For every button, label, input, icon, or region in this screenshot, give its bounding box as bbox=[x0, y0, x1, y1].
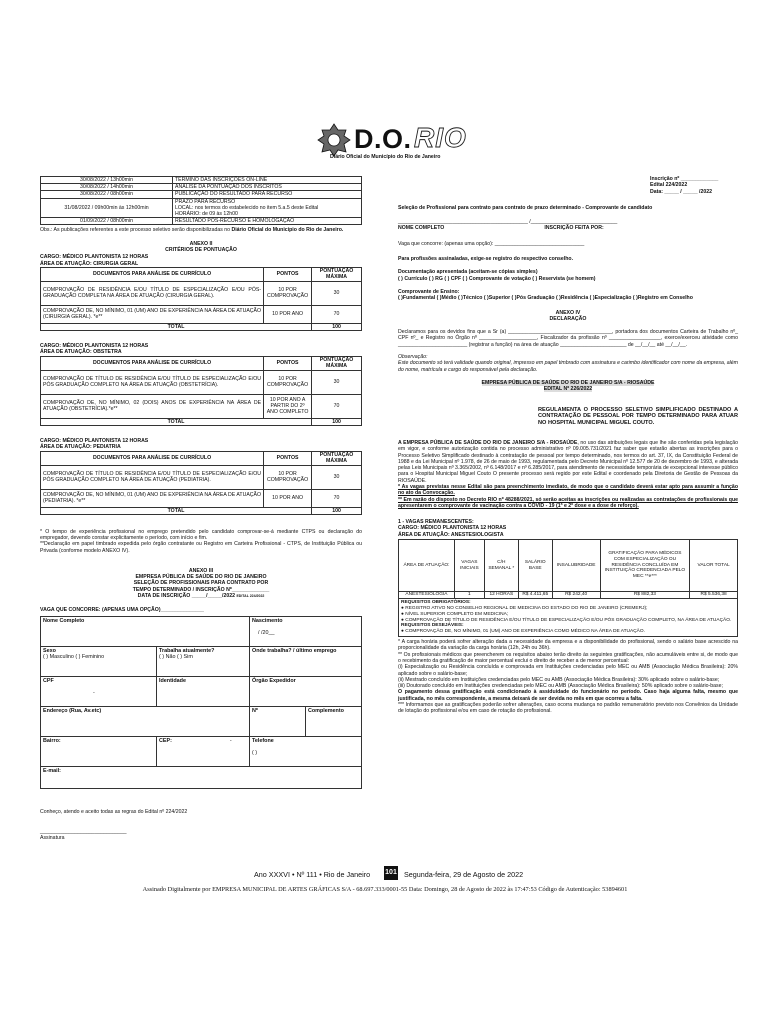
selecao-title: Seleção de Profissional para contrato para contrato de prazo determinado - Comprovante de candidato bbox=[398, 204, 653, 211]
regulamenta-text: REGULAMENTA O PROCESSO SELETIVO SIMPLIFICADO DESTINADO A CONTRATAÇÃO DE PESSOAL POR TEMPO DETERMINADO PARA ATUAR NO HOSPITAL MUNICIPAL MIGUEL COUTO. bbox=[538, 406, 738, 427]
criteria-header: DOCUMENTOS PARA ANÁLISE DE CURRÍCULO bbox=[41, 451, 264, 465]
criteria-document: COMPROVAÇÃO DE, NO MÍNIMO, 01 (UM) ANO DE EXPERIÊNCIA NA ÁREA DE ATUAÇÃO (CIRURGIA GERAL). *e** bbox=[41, 305, 264, 323]
criteria-row bbox=[41, 281, 362, 305]
criteria-block bbox=[40, 343, 362, 426]
criteria-total-row bbox=[41, 507, 362, 514]
masthead-title: D.O. bbox=[354, 124, 412, 154]
vagas-cargo: CARGO: MÉDICO PLANTONISTA 12 HORAS bbox=[398, 525, 507, 532]
intro-paragraph: A EMPRESA PÚBLICA DE SAÚDE DO RIO DE JANEIRO S/A - RIOSAÚDE, no uso das atribuições legais que lhe são conferidas pela legislação em vigor, e conforme autorização contida no processo administrativo nº 09.005.731/2021 faz saber que estarão abertas as inscrições para o Processo Seletivo Simplificado destinado à contratação de pessoal por tempo determinado, nos termos do art. 37, IX, da Constituição Federal de 1988 e da Lei Municipal nº 1.978, de 26 de maio de 1993, regulamentada pelo Decreto Municipal nº 12.577 de 20 de dezembro de 1993, e alterada pelas Leis Municipais nº 3.365/2002, nº 6.148/2017 e nº 6.285/2017, para atendimento de necessidade temporária de excepcional interesse público para o Hospital Municipal Miguel Couto O presente processo será regido por este Edital e coordenado pela Diretoria de Gestão de Pessoas da RIOSAÚDE. bbox=[398, 439, 738, 484]
criteria-cargo: CARGO: MÉDICO PLANTONISTA 12 HORAS bbox=[40, 254, 149, 261]
signature-label: Assinatura bbox=[40, 835, 65, 842]
criteria-table bbox=[40, 267, 362, 331]
annex3-line: TEMPO DETERMINADO / INSCRIÇÃO Nº_____________ bbox=[132, 586, 270, 593]
inscricao-line: Inscrição nº _____________ bbox=[650, 176, 719, 182]
bullet-1: * As vagas previstas nesse Edital são para preenchimento imediato, de modo que o candidato deverá estar apto para assumir a função no ato da Convocação. bbox=[398, 484, 738, 497]
criteria-header: PONTUAÇÃO MÁXIMA bbox=[312, 356, 362, 370]
vagas-cell: R$ 882,33 bbox=[600, 592, 690, 599]
nome-labels: NOME COMPLETO INSCRIÇÃO FEITA POR: bbox=[398, 225, 604, 232]
vagas-header: VAGAS INICIAIS bbox=[454, 540, 484, 592]
obs-label: Observação: bbox=[398, 354, 428, 361]
left-column bbox=[40, 176, 362, 842]
field-cpf[interactable]: CPF - bbox=[41, 676, 157, 706]
criteria-block bbox=[40, 254, 362, 331]
schedule-date: 30/08/2022 / 14h00min bbox=[41, 184, 173, 191]
criteria-points: 10 POR COMPROVAÇÃO bbox=[264, 465, 312, 489]
doc-options: ( ) Currículo ( ) RG ( ) CPF ( ) Comprovante de votação ( ) Reservista (se homem) bbox=[398, 275, 596, 282]
vagas-cell: R$ 4.411,65 bbox=[518, 592, 552, 599]
field-bairro[interactable]: Bairro: bbox=[41, 736, 157, 766]
inscricao-line: Data: _____ / _____ /2022 bbox=[650, 188, 713, 195]
criteria-row bbox=[41, 465, 362, 489]
footer-right: Segunda-feira, 29 de Agosto de 2022 bbox=[404, 870, 524, 879]
digital-signature: Assinado Digitalmente por EMPRESA MUNICIPAL DE ARTES GRÁFICAS S/A - 68.697.333/0001-55 Data: Domingo, 28 de Agosto de 2022 às 17:47:53 Código de Autenticação: 53894601 bbox=[142, 886, 628, 893]
note-6: O pagamento dessa gratificação está condicionado à assiduidade do funcionário no período. Caso haja alguma falta, mesmo que justificada, no mês correspondente, a mesma deixará de ser devida no mês em que ocorreu a falta. bbox=[398, 689, 738, 702]
criteria-cargo: CARGO: MÉDICO PLANTONISTA 12 HORAS bbox=[40, 343, 149, 350]
registration-form bbox=[40, 616, 362, 789]
note-5: (iii) Doutorado concluído em Instituições credenciadas pelo MEC ou AMB (Associação Médica Brasileira): 50% aplicado sobre o salário-base; bbox=[398, 683, 723, 690]
criteria-total-row bbox=[41, 323, 362, 330]
schedule-row bbox=[41, 191, 362, 198]
criteria-points: 10 POR ANO bbox=[264, 305, 312, 323]
empresa-highlight: EMPRESA PÚBLICA DE SAÚDE DO RIO DE JANEIRO S/A - RIOSAÚDE bbox=[481, 379, 655, 386]
vagas-title: 1 - VAGAS REMANESCENTES: bbox=[398, 519, 474, 526]
field-numero[interactable]: Nº bbox=[250, 706, 306, 736]
annex3-header bbox=[40, 568, 362, 599]
schedule-row bbox=[41, 218, 362, 225]
annex2-title: ANEXO II bbox=[189, 240, 213, 247]
criteria-total-label: TOTAL bbox=[41, 418, 312, 425]
schedule-event: ANÁLISE DA PONTUAÇÃO DOS INSCRITOS bbox=[173, 184, 362, 191]
criteria-header: DOCUMENTOS PARA ANÁLISE DE CURRÍCULO bbox=[41, 267, 264, 281]
annex2-footnote-1: * O tempo de experiência profissional no emprego pretendido pelo candidato comprovar-se-á mediante CTPS ou declaração do empregador, devendo constar explicitamente o período, com início e fim. bbox=[40, 528, 362, 541]
obs-text: Este documento só terá validade quando original, impresso em papel timbrado com assinatura e carimbo identificador com nome da empresa, além do nome, matrícula e cargo do responsável pela declaração. bbox=[398, 360, 738, 373]
criteria-header: PONTOS bbox=[264, 451, 312, 465]
annex4-subtitle: DECLARAÇÃO bbox=[549, 315, 587, 322]
annex3-line: DATA DE INSCRIÇÃO _____/_____/2022 EDITAL 224/2022 bbox=[137, 593, 265, 600]
annex2-footnote-2: **Declaração em papel timbrado expedida pelo órgão contratante ou Registro em Carteira Profissional - CTPS, de Instituição Pública ou Privada (conforme modelo ANEXO IV). bbox=[40, 541, 362, 554]
vaga-concorre: VAGA QUE CONCORRE: (APENAS UMA OPÇÃO)_______________ bbox=[40, 607, 204, 614]
schedule-note: Obs.: As publicações referentes a este processo seletivo serão disponibilizadas no Diário Oficial do Município do Rio de Janeiro. bbox=[40, 227, 344, 234]
criteria-header: PONTUAÇÃO MÁXIMA bbox=[312, 451, 362, 465]
criteria-total-row bbox=[41, 418, 362, 425]
criteria-area: ÁREA DE ATUAÇÃO: CIRURGIA GERAL bbox=[40, 260, 139, 267]
criteria-row bbox=[41, 370, 362, 394]
footer bbox=[0, 866, 770, 882]
criteria-cargo: CARGO: MÉDICO PLANTONISTA 12 HORAS bbox=[40, 437, 149, 444]
criteria-max: 30 bbox=[312, 370, 362, 394]
masthead-rio: RIO bbox=[414, 122, 467, 153]
schedule-row bbox=[41, 184, 362, 191]
schedule-row bbox=[41, 198, 362, 218]
criteria-max: 70 bbox=[312, 305, 362, 323]
criteria-points: 10 POR ANO A PARTIR DO 2º ANO COMPLETO bbox=[264, 394, 312, 418]
criteria-document: COMPROVAÇÃO DE, NO MÍNIMO, 01 (UM) ANO DE EXPERIÊNCIA NA ÁREA DE ATUAÇÃO (PEDIATRIA). *e** bbox=[41, 489, 264, 507]
criteria-total-value: 100 bbox=[312, 323, 362, 330]
schedule-row bbox=[41, 177, 362, 184]
note-1: * A carga horária poderá sofrer alteração dada a necessidade da empresa e a disponibilidade do profissional, sendo o salário base acrescido na proporcionalidade da variação da carga horária (12h, 24h ou 36h). bbox=[398, 639, 738, 652]
criteria-row bbox=[41, 394, 362, 418]
edital-highlight bbox=[398, 380, 738, 393]
profissoes-note: Para profissões assinaladas, exige-se registro do respectivo conselho. bbox=[398, 256, 574, 263]
criteria-row bbox=[41, 305, 362, 323]
schedule-event: PUBLICAÇÃO DO RESULTADO PARA RECURSO bbox=[173, 191, 362, 198]
bullet-2: ** Em razão do disposto no Decreto RIO nº 48288/2021, só serão aceitas as inscrições ou realizadas as contratações de profissionais que apresentarem o comprovante de vacinação contra a COVID - 19 (1ª e 2ª dose e a dose de reforço). bbox=[398, 496, 738, 509]
annex2-subtitle: CRITÉRIOS DE PONTUAÇÃO bbox=[165, 247, 237, 254]
masthead bbox=[310, 118, 480, 162]
ensino-title: Comprovante de Ensino: bbox=[398, 288, 460, 295]
doc-title: Documentação apresentada (aceitam-se cópias simples) bbox=[398, 269, 538, 276]
criteria-points: 10 POR COMPROVAÇÃO bbox=[264, 281, 312, 305]
criteria-document: COMPROVAÇÃO DE TÍTULO DE RESIDÊNCIA E/OU TÍTULO DE ESPECIALIZAÇÃO E/OU PÓS GRADUAÇÃO COMPLETO NA ÁREA DE ATUAÇÃO (OBSTETRÍCIA). bbox=[41, 370, 264, 394]
nome-line: _____________________________________________ /______________________________ bbox=[398, 219, 618, 226]
criteria-total-value: 100 bbox=[312, 418, 362, 425]
note-7: *** Informamos que as gratificações poderão sofrer alterações, caso ocorra mudança no padrão remuneratório previsto nos Convênios da Unidade de lotação do profissional e/ou em caso de rotação do profissional. bbox=[398, 702, 738, 715]
note-2: ** Os profissionais médicos que preencherem os requisitos abaixo terão direito às seguintes gratificações, não acumuláveis entre si, de modo que o recebimento da gratificação de maior percentual exclui o direito de receber a de menor percentual: bbox=[398, 651, 738, 664]
vagas-cell: ANESTESIOLOGIA bbox=[399, 592, 455, 599]
vagas-area: ÁREA DE ATUAÇÃO: ANESTESIOLOGISTA bbox=[398, 531, 504, 538]
criteria-document: COMPROVAÇÃO DE TÍTULO DE RESIDÊNCIA E/OU TÍTULO DE ESPECIALIZAÇÃO E/OU PÓS GRADUAÇÃO COMPLETO NA ÁREA DE ATUAÇÃO (PEDIATRIA). bbox=[41, 465, 264, 489]
criteria-table bbox=[40, 451, 362, 515]
field-endereco[interactable]: Endereço (Rua, Av.etc) bbox=[41, 706, 250, 736]
annex2-blocks bbox=[40, 254, 362, 514]
criteria-document: COMPROVAÇÃO DE, NO MÍNIMO, 02 (DOIS) ANOS DE EXPERIÊNCIA NA ÁREA DE ATUAÇÃO (OBSTETRÍCIA).*e** bbox=[41, 394, 264, 418]
field-sexo[interactable]: Sexo ( ) Masculino ( ) Feminino bbox=[41, 646, 157, 676]
field-trabalha[interactable]: Trabalha atualmente? ( ) Não ( ) Sim bbox=[157, 646, 250, 676]
field-cep[interactable]: CEP: - bbox=[157, 736, 250, 766]
inscricao-box bbox=[398, 176, 738, 195]
vagas-cell: 12 HORAS bbox=[484, 592, 518, 599]
annex4-title: ANEXO IV bbox=[555, 309, 581, 316]
criteria-row bbox=[41, 489, 362, 507]
vaga-right: Vaga que concorre: (apenas uma opção): _______________________________ bbox=[398, 240, 585, 247]
field-complemento[interactable]: Complemento bbox=[306, 706, 362, 736]
inscricao-line: Edital 224/2022 bbox=[650, 182, 688, 189]
masthead-subtitle: Diário Oficial do Município do Rio de Janeiro bbox=[330, 154, 441, 160]
vagas-header: GRATIFICAÇÃO PARA MÉDICOS COM ESPECIALIZAÇÃO OU RESIDÊNCIA CONCLUÍDA EM INSTITUIÇÃO CREDENCIADA PELO MEC **e*** bbox=[600, 540, 690, 592]
criteria-total-label: TOTAL bbox=[41, 507, 312, 514]
criteria-points: 10 POR ANO bbox=[264, 489, 312, 507]
field-orgao[interactable]: Órgão Expedidor bbox=[250, 676, 362, 706]
right-column bbox=[398, 176, 738, 715]
criteria-total-label: TOTAL bbox=[41, 323, 312, 330]
schedule-date: 30/08/2022 / 13h00min bbox=[41, 177, 173, 184]
vagas-table bbox=[398, 539, 738, 637]
schedule-date: 31/08/2022 / 09h00min às 12h00min bbox=[41, 198, 173, 218]
field-email[interactable]: E-mail: bbox=[41, 766, 362, 788]
page-number: 101 bbox=[384, 866, 398, 880]
criteria-table bbox=[40, 356, 362, 426]
note-3: (i) Especialização ou Residência concluída e comprovada em Instituições credenciadas pelo MEC ou AMB (Associação Médica Brasileira): 20% aplicado sobre o salário-base; bbox=[398, 664, 738, 677]
criteria-points: 10 POR COMPROVAÇÃO bbox=[264, 370, 312, 394]
field-onde-trabalha[interactable]: Onde trabalha? / último emprego bbox=[250, 646, 362, 676]
vagas-cell: 1 bbox=[454, 592, 484, 599]
criteria-max: 70 bbox=[312, 394, 362, 418]
requisitos-cell: REQUISITOS OBRIGATÓRIOS: ● REGISTRO ATIVO NO CONSELHO REGIONAL DE MEDICINA DO ESTADO DO RIO DE JANEIRO (CREMERJ); ● NÍVEL SUPERIOR COMPLETO EM MEDICINA; ● COMPROVAÇÃO DE TÍTULO DE RESIDÊNCIA E/OU TÍTULO DE ESPECIALIZAÇÃO E/OU PÓS GRADUAÇÃO COMPLETO, NA ÁREA DE ATUAÇÃO. REQUISITOS DESEJÁVEIS: ● COMPROVAÇÃO DE, NO MÍNIMO, 01 (UM) ANO DE EXPERIÊNCIA COMO MÉDICO NA ÁREA DE ATUAÇÃO. bbox=[399, 599, 738, 637]
vagas-cell: R$ 242,40 bbox=[552, 592, 600, 599]
criteria-document: COMPROVAÇÃO DE RESIDÊNCIA E/OU TÍTULO DE ESPECIALIZAÇÃO E/OU PÓS-GRADUAÇÃO COMPLETA NA ÁREA DE ATUAÇÃO (CIRURGIA GERAL). bbox=[41, 281, 264, 305]
criteria-total-value: 100 bbox=[312, 507, 362, 514]
note-4: (ii) Mestrado concluído em Instituições credenciadas pelo MEC ou AMB (Associação Médica Brasileira): 30% aplicado sobre o salário-base; bbox=[398, 676, 720, 683]
city-crest-icon bbox=[314, 122, 354, 158]
criteria-max: 30 bbox=[312, 281, 362, 305]
declaracao-text: Declaramos para os devidos fins que a Sr (a) ____________________________________, portadora dos documentos Carteira de Trabalho nº_ CPF nº_ e Registro no Órgão nº ____________________, Fiscalizador da profissão nº __________________, exerce/exerceu atividade como ________________________ (registrar a função) na área de atuação _______________________ de __/__/__ até __/__/__. bbox=[398, 329, 738, 348]
criteria-max: 70 bbox=[312, 489, 362, 507]
schedule-date: 30/08/2022 / 08h00min bbox=[41, 191, 173, 198]
vagas-header: ÁREA DE ATUAÇÃO: bbox=[399, 540, 455, 592]
annex3-title: ANEXO III bbox=[188, 567, 214, 574]
criteria-area: ÁREA DE ATUAÇÃO: OBSTETRA bbox=[40, 349, 122, 356]
ensino-options: ( )Fundamental ( )Médio ( )Técnico ( )Superior ( )Pós Graduação ( )Residência ( )Especialização ( )Registro em Conselho bbox=[398, 295, 693, 302]
criteria-area: ÁREA DE ATUAÇÃO: PEDIATRIA bbox=[40, 444, 121, 451]
schedule-event: PRAZO PARA RECURSO LOCAL: nos termos do estabelecido no item 5.a.5 deste Edital HORÁRIO: de 09 às 12h00 bbox=[173, 198, 362, 218]
schedule-table bbox=[40, 176, 362, 225]
vagas-header: C/H SEMANAL * bbox=[484, 540, 518, 592]
field-nome[interactable]: Nome Completo bbox=[41, 616, 250, 646]
edital-number: EDITAL Nº 226/2022 bbox=[543, 386, 593, 393]
signature-line: ______________________________ bbox=[40, 828, 127, 835]
field-identidade[interactable]: Identidade bbox=[157, 676, 250, 706]
vagas-header: VALOR TOTAL bbox=[690, 540, 738, 592]
field-telefone[interactable]: Telefone ( ) bbox=[250, 736, 362, 766]
criteria-header: PONTUAÇÃO MÁXIMA bbox=[312, 267, 362, 281]
criteria-max: 30 bbox=[312, 465, 362, 489]
criteria-block bbox=[40, 438, 362, 515]
vagas-cell: R$ 5.536,38 bbox=[690, 592, 738, 599]
criteria-header: PONTOS bbox=[264, 356, 312, 370]
criteria-header: DOCUMENTOS PARA ANÁLISE DE CURRÍCULO bbox=[41, 356, 264, 370]
vagas-header: SALÁRIO BASE bbox=[518, 540, 552, 592]
footer-left: Ano XXXVI • Nº 111 • Rio de Janeiro bbox=[254, 870, 371, 879]
vagas-header: INSALUBRIDADE bbox=[552, 540, 600, 592]
criteria-header: PONTOS bbox=[264, 267, 312, 281]
schedule-event: TÉRMINO DAS INSCRIÇÕES ON-LINE bbox=[173, 177, 362, 184]
agree-text: Conheço, atendo e aceito todas as regras do Edital nº 224/2022 bbox=[40, 808, 188, 815]
field-nascimento[interactable]: Nascimento / /20__ bbox=[250, 616, 362, 646]
schedule-date: 01/09/2022 / 08h00min bbox=[41, 218, 173, 225]
annex3-line: EMPRESA PÚBLICA DE SAÚDE DO RIO DE JANEIRO bbox=[135, 574, 267, 581]
schedule-event: RESULTADO PÓS-RECURSO E HOMOLOGAÇÃO bbox=[173, 218, 362, 225]
annex3-line: SELEÇÃO DE PROFISSIONAIS PARA CONTRATO POR bbox=[133, 580, 269, 587]
